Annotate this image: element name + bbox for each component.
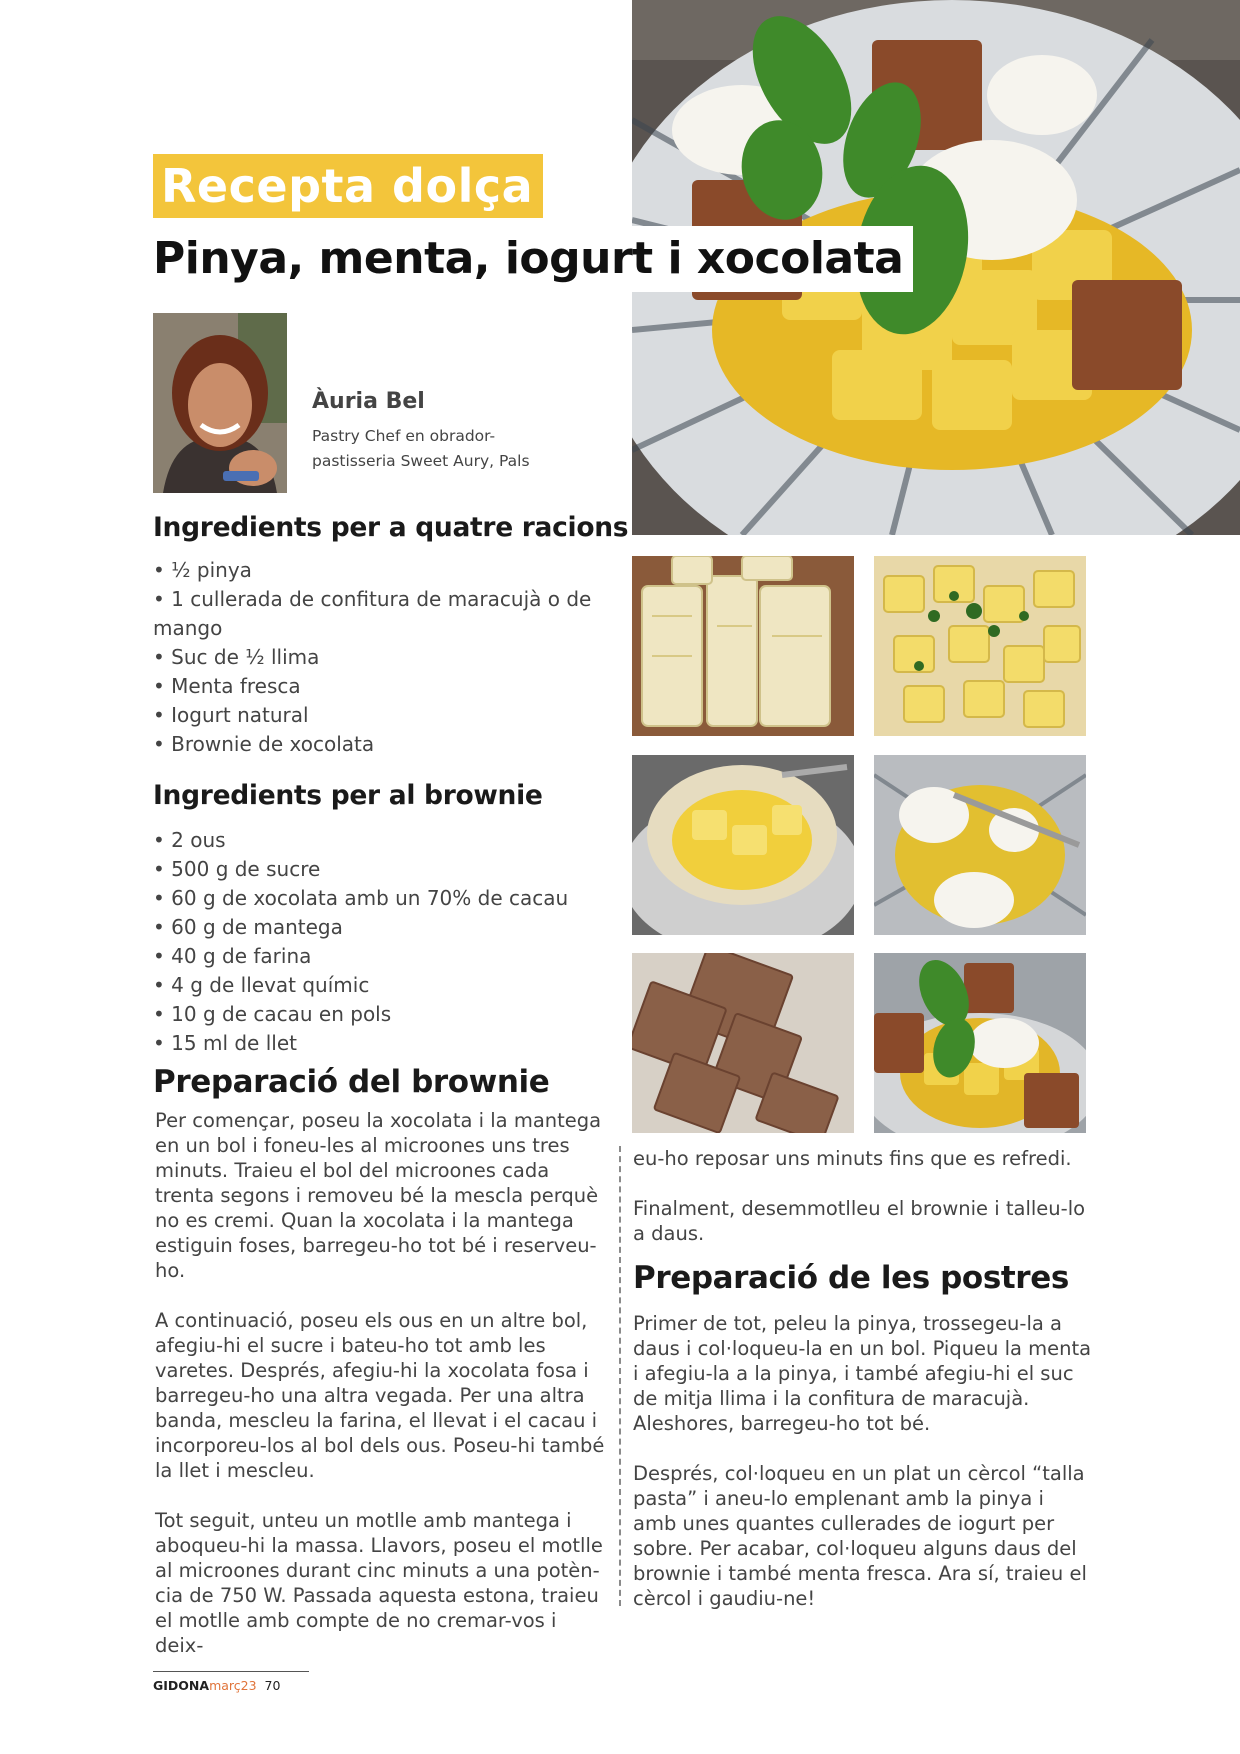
step-photo-brownie <box>632 953 854 1133</box>
prep-postres-heading: Preparació de les postres <box>633 1260 1069 1296</box>
step-photo-pineapple-cut <box>632 556 854 736</box>
paragraph: Tot seguit, unteu un motlle amb mantega i aboqueu-hi la massa. Llavors, poseu el motlle al microones durant cinc minuts a una potèn-cia de 750 W. Passada aquesta estona, traieu el motlle amb compte de no cremar-vos i deix- <box>155 1509 603 1657</box>
list-item: • 10 g de cacau en pols <box>153 1000 593 1029</box>
ingredients-list <box>153 556 593 759</box>
section-kicker: Recepta dolça <box>153 154 543 218</box>
list-item: • Brownie de xocolata <box>153 730 593 759</box>
author-role-line: Pastry Chef en obrador- <box>312 427 496 445</box>
prep-brownie-continued <box>633 1146 1093 1246</box>
list-item: • 2 ous <box>153 826 593 855</box>
footer-rule <box>153 1671 309 1672</box>
footer <box>153 1678 280 1694</box>
author-photo <box>153 313 287 493</box>
paragraph: Finalment, desemmotlleu el brownie i talleu-lo a daus. <box>633 1197 1086 1245</box>
paragraph: Per començar, poseu la xocolata i la mantega en un bol i foneu-les al microones uns tres minuts. Traieu el bol del microones cada trenta segons i removeu bé la mescla perquè no es cremi. Quan la xocolata i la mantega estiguin foses, barregeu-ho tot bé i reserveu-ho. <box>155 1109 602 1282</box>
author-role <box>312 424 572 474</box>
brownie-ingredients-heading: Ingredients per al brownie <box>153 780 543 811</box>
list-item: • 15 ml de llet <box>153 1029 593 1058</box>
step-photo-plated <box>874 953 1086 1133</box>
prep-postres-text <box>633 1311 1093 1611</box>
list-item: • 500 g de sucre <box>153 855 593 884</box>
author-role-line: pastisseria Sweet Aury, Pals <box>312 452 530 470</box>
list-item: • 40 g de farina <box>153 942 593 971</box>
page-number: 70 <box>264 1678 281 1693</box>
step-photo-ring-filling <box>632 755 854 935</box>
paragraph: eu-ho reposar uns minuts fins que es refredi. <box>633 1147 1072 1170</box>
author-name: Àuria Bel <box>312 389 425 414</box>
page-title: Pinya, menta, iogurt i xocolata <box>153 226 913 292</box>
paragraph: Primer de tot, peleu la pinya, trossegeu-la a daus i col·loqueu-la en un bol. Piqueu la menta i afegiu-la a la pinya, i també afegiu-hi el suc de mitja llima i la confitura de maracujà. Aleshores, barregeu-ho tot bé. <box>633 1312 1092 1435</box>
list-item: • Iogurt natural <box>153 701 593 730</box>
step-photo-pineapple-mint <box>874 556 1086 736</box>
brownie-ingredients-list <box>153 826 593 1058</box>
list-item: • 60 g de mantega <box>153 913 593 942</box>
list-item: • 1 cullerada de confitura de maracujà o de mango <box>153 585 593 643</box>
list-item: • ½ pinya <box>153 556 593 585</box>
column-divider <box>619 1146 621 1606</box>
step-photo-yogurt <box>874 755 1086 935</box>
paragraph: A continuació, poseu els ous en un altre bol, afegiu-hi el sucre i bateu-ho tot amb les varetes. Després, afegiu-hi la xocolata fosa i barregeu-ho una altra vegada. Per una altra banda, mescleu la farina, el llevat i el cacau i incorporeu-los al bol dels ous. Poseu-hi també la llet i mescleu. <box>155 1309 605 1482</box>
list-item: • Menta fresca <box>153 672 593 701</box>
paragraph: Després, col·loqueu en un plat un cèrcol “talla pasta” i aneu-lo emplenant amb la pinya i amb unes quantes cullerades de iogurt per sobre. Per acabar, col·loqueu alguns daus del brownie i també menta fresca. Ara sí, traieu el cèrcol i gaudiu-ne! <box>633 1462 1087 1610</box>
footer-brand: GIDONA <box>153 1678 210 1693</box>
list-item: • 60 g de xocolata amb un 70% de cacau <box>153 884 593 913</box>
footer-month: març23 <box>209 1678 257 1693</box>
prep-brownie-text <box>155 1108 610 1658</box>
ingredients-heading: Ingredients per a quatre racions <box>153 512 629 543</box>
list-item: • Suc de ½ llima <box>153 643 593 672</box>
prep-brownie-heading: Preparació del brownie <box>153 1064 550 1100</box>
list-item: • 4 g de llevat químic <box>153 971 593 1000</box>
